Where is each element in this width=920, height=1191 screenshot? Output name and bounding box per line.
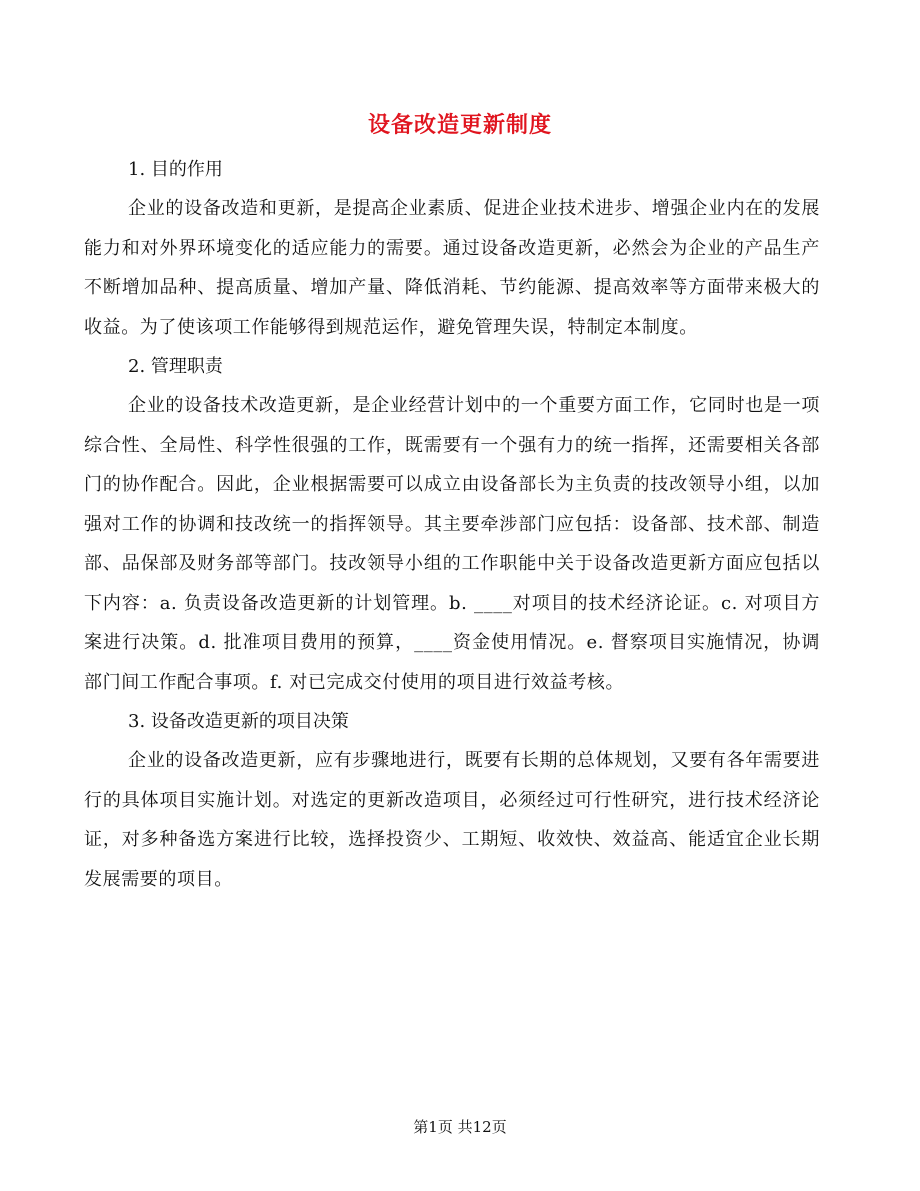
section-heading: 3. 设备改造更新的项目决策 [128,711,349,732]
page-number: 第1页 共12页 [413,1118,507,1136]
section-paragraph: 企业的设备改造和更新，是提高企业素质、促进企业技术进步、增强企业内在的发展能力和对外界环境变化的适应能力的需要。通过设备改造更新，必然会为企业的产品生产不断增加品种、提高质量、增加产量、降低消耗、节约能源、提高效率等方面带来极大的收益。为了使该项工作能够得到规范运作，避免管理失误，特制定本制度。 [84,198,820,338]
section-responsibilities [84,347,820,702]
section-paragraph: 企业的设备改造更新，应有步骤地进行，既要有长期的总体规划，又要有各年需要进行的具体项目实施计划。对选定的更新改造项目，必须经过可行性研究，进行技术经济论证，对多种备选方案进行比较，选择投资少、工期短、收效快、效益高、能适宜企业长期发展需要的项目。 [84,750,820,890]
section-paragraph: 企业的设备技术改造更新，是企业经营计划中的一个重要方面工作，它同时也是一项综合性、全局性、科学性很强的工作，既需要有一个强有力的统一指挥，还需要相关各部门的协作配合。因此，企业根据需要可以成立由设备部长为主负责的技改领导小组，以加强对工作的协调和技改统一的指挥领导。其主要牵涉部门应包括：设备部、技术部、制造部、品保部及财务部等部门。技改领导小组的工作职能中关于设备改造更新方面应包括以下内容：a. 负责设备改造更新的计划管理。b. ____对项目的技术经济论证。c. 对项目方案进行决策。d. 批准项目费用的预算，____资金使用情况。e. 督察项目实施情况，协调部门间工作配合事项。f. 对已完成交付使用的项目进行效益考核。 [84,395,820,693]
section-heading: 2. 管理职责 [128,356,223,377]
section-heading: 1. 目的作用 [128,159,223,180]
document-body [84,150,820,899]
section-project-decision [84,702,820,899]
document-title: 设备改造更新制度 [367,113,552,138]
section-purpose [84,150,820,347]
